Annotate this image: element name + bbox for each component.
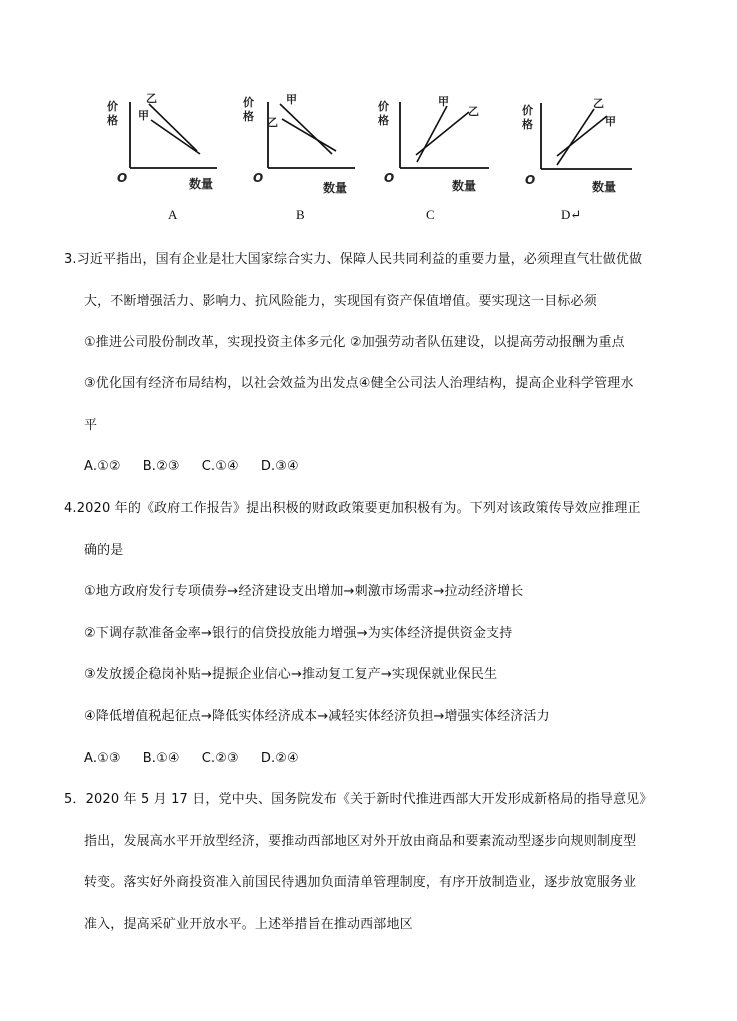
q4-choice-b[interactable]: B.①④ [142,751,180,766]
q4-choice-a[interactable]: A.①③ [84,751,121,766]
q4-choices [84,751,321,767]
graph-a-svg [105,88,240,198]
q4-item-1: ①地方政府发行专项债券→经济建设支出增加→刺激市场需求→拉动经济增长 [84,584,524,599]
q5-stem-line-2: 指出，发展高水平开放型经济，要推动西部地区对外开放由商品和要素流动型逐步向规则制度型 [84,834,637,849]
demand-line-jia [151,120,200,154]
demand-line-jia [280,104,332,154]
y-label-ge: 格 [107,114,118,127]
line-label-1: 甲 [286,93,297,106]
y-label-ge: 格 [243,110,254,123]
q3-choice-a[interactable]: A.①② [84,459,121,474]
graph-b [243,88,378,198]
q3-choices [84,459,321,475]
q4-item-3: ③发放援企稳岗补贴→提振企业信心→推动复工复产→实现保就业保民生 [84,667,498,682]
supply-line-yi [416,112,469,155]
y-label-jia: 价 [243,96,254,109]
q5-stem-line-3: 转变。落实好外商投资准入前国民待遇加负面清单管理制度，有序开放制造业，逐步放宽服务业 [84,875,637,890]
y-label-ge: 格 [378,114,389,127]
option-label-c: C [426,207,435,222]
option-label-d: D↵ [561,207,582,222]
graph-d-svg [521,88,656,198]
line-label-2: 甲 [138,109,149,122]
demand-line-yi [149,104,197,151]
line-label-2: 乙 [267,116,278,129]
q4-stem-line-1: 4.2020 年的《政府工作报告》提出积极的财政政策要更加积极有为。下列对该政策传导效应推理正 [64,501,641,516]
x-label: 数量 [323,181,348,195]
line-label-2: 甲 [605,115,616,128]
demand-line-yi [282,119,336,151]
q5-stem-line-4: 准入，提高采矿业开放水平。上述举措旨在推动西部地区 [84,917,413,932]
q4-stem-line-2: 确的是 [84,543,124,558]
y-label-jia: 价 [378,100,389,113]
graph-d [521,88,656,198]
y-label-ge: 格 [522,118,533,131]
graph-a [105,88,240,198]
q4-choice-d[interactable]: D.②④ [260,751,299,766]
q5-stem-line-1: 5．2020 年 5 月 17 日，党中央、国务院发布《关于新时代推进西部大开发形成新格局的指导意见》 [64,792,653,807]
q3-choice-d[interactable]: D.③④ [260,459,299,474]
y-label-jia: 价 [522,104,533,117]
option-label-b: B [296,207,305,222]
q4-item-4: ④降低增值税起征点→降低实体经济成本→减轻实体经济负担→增强实体经济活力 [84,709,550,724]
q3-items-1-2: ①推进公司股份制改革，实现投资主体多元化 ②加强劳动者队伍建设，以提高劳动报酬为重点 [84,335,625,350]
y-label-jia: 价 [107,100,118,113]
line-label-2: 乙 [468,105,479,118]
origin-label: O [117,171,128,185]
graph-c [376,88,511,198]
origin-label: O [253,171,264,185]
x-label: 数量 [452,179,477,193]
supply-demand-graphs [0,0,737,235]
q3-items-3-4: ③优化国有经济布局结构，以社会效益为出发点④健全公司法人治理结构，提高企业科学管理水 [84,376,634,391]
line-label-1: 乙 [593,97,604,110]
q3-stem-line-1: 3.习近平指出，国有企业是壮大国家综合实力、保障人民共同利益的重要力量，必须理直气壮做优做 [64,252,643,267]
origin-label: O [384,171,395,185]
supply-line-yi [557,109,594,165]
x-label: 数量 [189,177,214,191]
q4-choice-c[interactable]: C.②③ [201,751,239,766]
q3-choice-b[interactable]: B.②③ [142,459,180,474]
supply-line-jia [557,116,607,156]
q4-item-2: ②下调存款准备金率→银行的信贷投放能力增强→为实体经济提供资金支持 [84,626,513,641]
line-label-1: 甲 [438,95,449,108]
graph-c-svg [376,88,511,198]
x-label: 数量 [592,180,617,194]
line-label-1: 乙 [146,92,157,105]
option-label-a: A [168,207,178,222]
q3-stem-line-2: 大，不断增强活力、影响力、抗风险能力，实现国有资产保值增值。要实现这一目标必须 [84,294,597,309]
graph-b-svg [243,88,378,198]
q3-items-3-4-cont: 平 [84,418,98,433]
origin-label: O [525,173,536,187]
q3-choice-c[interactable]: C.①④ [201,459,239,474]
